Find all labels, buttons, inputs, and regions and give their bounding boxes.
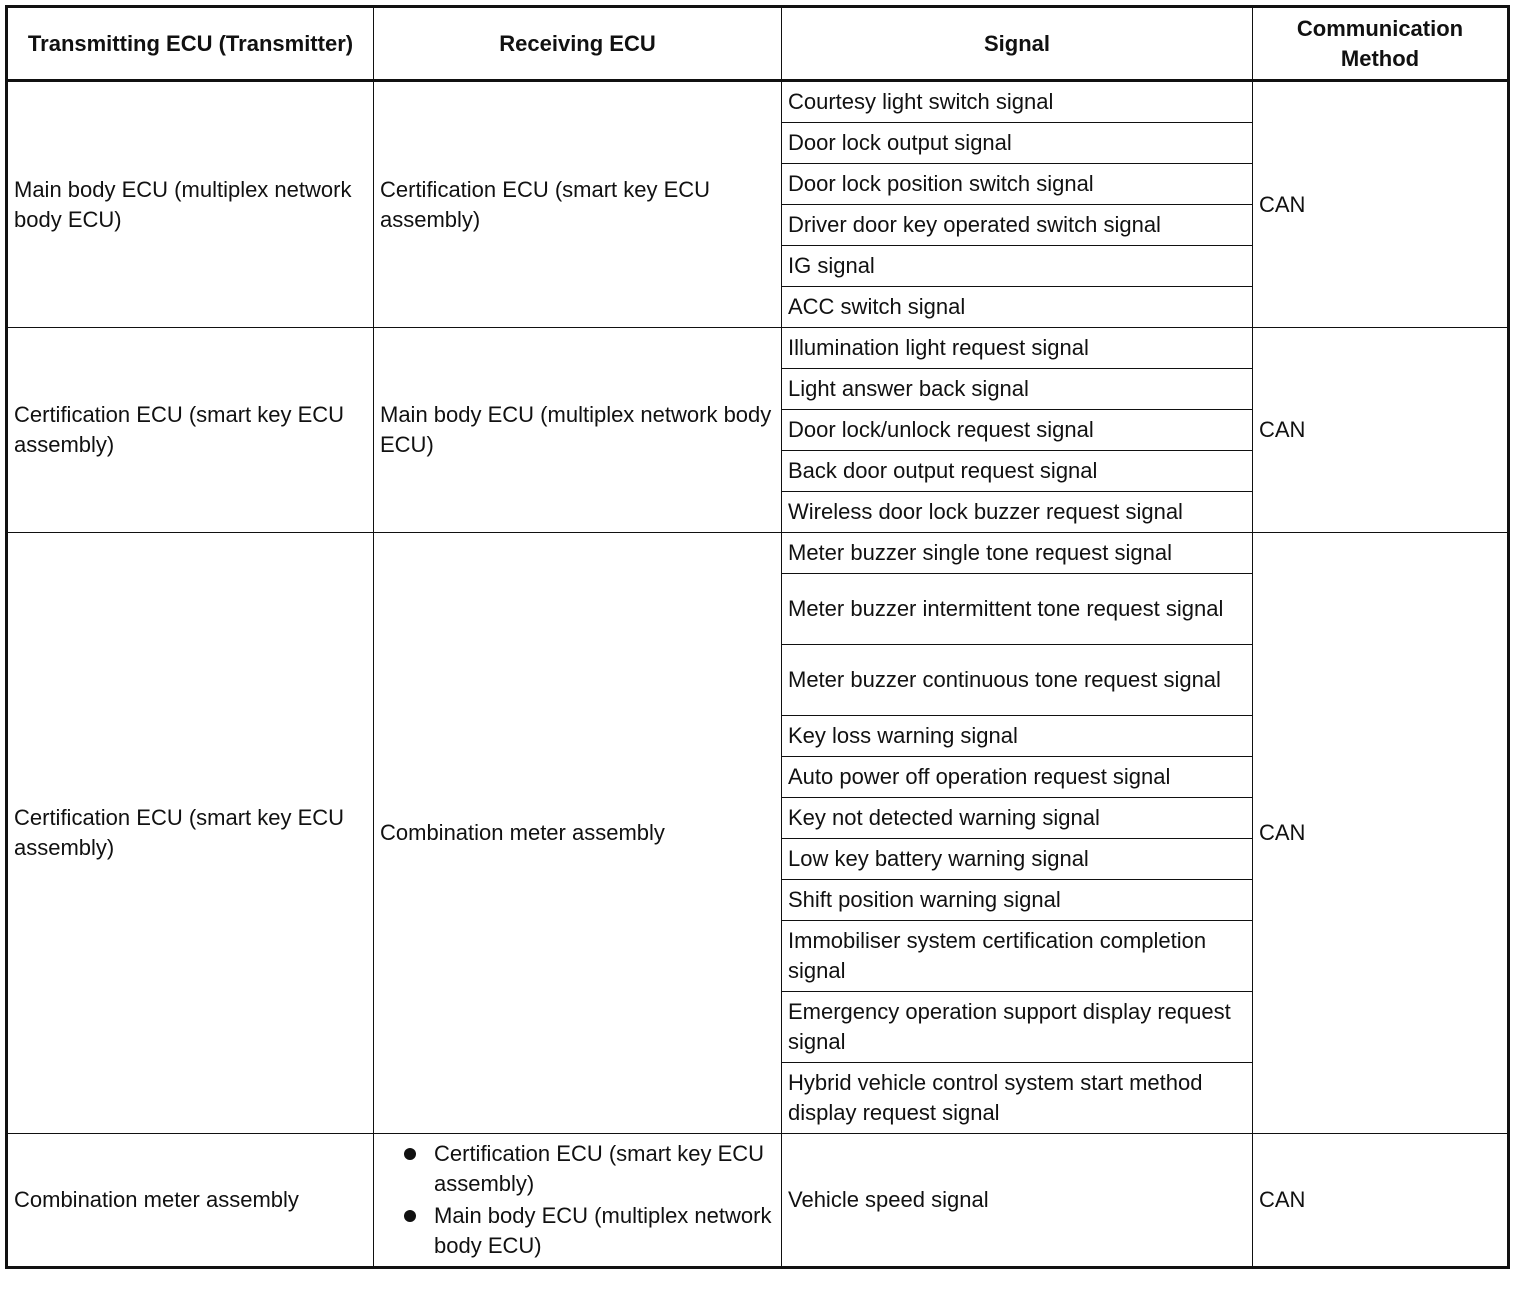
signal-cell: Meter buzzer continuous tone request signal xyxy=(782,645,1253,716)
table-row xyxy=(7,81,1509,123)
signal-cell: Back door output request signal xyxy=(782,451,1253,492)
signal-cell: Door lock output signal xyxy=(782,123,1253,164)
table-row xyxy=(7,328,1509,369)
method-cell: CAN xyxy=(1253,81,1509,328)
transmitter-cell: Certification ECU (smart key ECU assembly) xyxy=(7,533,374,1134)
signal-cell: Immobiliser system certification completion signal xyxy=(782,921,1253,992)
signal-cell: Shift position warning signal xyxy=(782,880,1253,921)
signal-cell: Door lock/unlock request signal xyxy=(782,410,1253,451)
signal-cell: Low key battery warning signal xyxy=(782,839,1253,880)
method-cell: CAN xyxy=(1253,328,1509,533)
receiver-item-text: Certification ECU (smart key ECU assembly) xyxy=(434,1141,765,1196)
header-transmitting-ecu: Transmitting ECU (Transmitter) xyxy=(7,7,374,81)
signal-cell: Wireless door lock buzzer request signal xyxy=(782,492,1253,533)
ecu-communication-table-container xyxy=(5,5,1507,1269)
list-item xyxy=(402,1139,775,1199)
bullet-icon xyxy=(404,1148,416,1160)
ecu-communication-table xyxy=(5,5,1510,1269)
signal-cell: Driver door key operated switch signal xyxy=(782,205,1253,246)
table-row xyxy=(7,533,1509,574)
signal-cell: Light answer back signal xyxy=(782,369,1253,410)
signal-cell: Auto power off operation request signal xyxy=(782,757,1253,798)
signal-cell: Emergency operation support display request signal xyxy=(782,992,1253,1063)
receiver-list xyxy=(380,1139,775,1261)
signal-cell: Meter buzzer single tone request signal xyxy=(782,533,1253,574)
signal-cell: IG signal xyxy=(782,246,1253,287)
receiver-cell: Certification ECU (smart key ECU assembly) xyxy=(374,81,782,328)
receiver-cell: Combination meter assembly xyxy=(374,533,782,1134)
receiver-cell xyxy=(374,1134,782,1268)
header-communication-method: Communication Method xyxy=(1253,7,1509,81)
header-receiving-ecu: Receiving ECU xyxy=(374,7,782,81)
transmitter-cell: Combination meter assembly xyxy=(7,1134,374,1268)
signal-cell: Courtesy light switch signal xyxy=(782,81,1253,123)
signal-cell: ACC switch signal xyxy=(782,287,1253,328)
header-signal: Signal xyxy=(782,7,1253,81)
bullet-icon xyxy=(404,1210,416,1222)
transmitter-cell: Certification ECU (smart key ECU assembly) xyxy=(7,328,374,533)
signal-cell: Key loss warning signal xyxy=(782,716,1253,757)
receiver-cell: Main body ECU (multiplex network body ECU) xyxy=(374,328,782,533)
list-item xyxy=(402,1201,775,1261)
header-row xyxy=(7,7,1509,81)
method-cell: CAN xyxy=(1253,533,1509,1134)
signal-cell: Meter buzzer intermittent tone request signal xyxy=(782,574,1253,645)
signal-cell: Door lock position switch signal xyxy=(782,164,1253,205)
signal-cell: Illumination light request signal xyxy=(782,328,1253,369)
signal-cell: Hybrid vehicle control system start method display request signal xyxy=(782,1063,1253,1134)
method-cell: CAN xyxy=(1253,1134,1509,1268)
signal-cell: Key not detected warning signal xyxy=(782,798,1253,839)
signal-cell: Vehicle speed signal xyxy=(782,1134,1253,1268)
receiver-item-text: Main body ECU (multiplex network body ECU) xyxy=(434,1203,772,1258)
transmitter-cell: Main body ECU (multiplex network body ECU) xyxy=(7,81,374,328)
table-row xyxy=(7,1134,1509,1268)
